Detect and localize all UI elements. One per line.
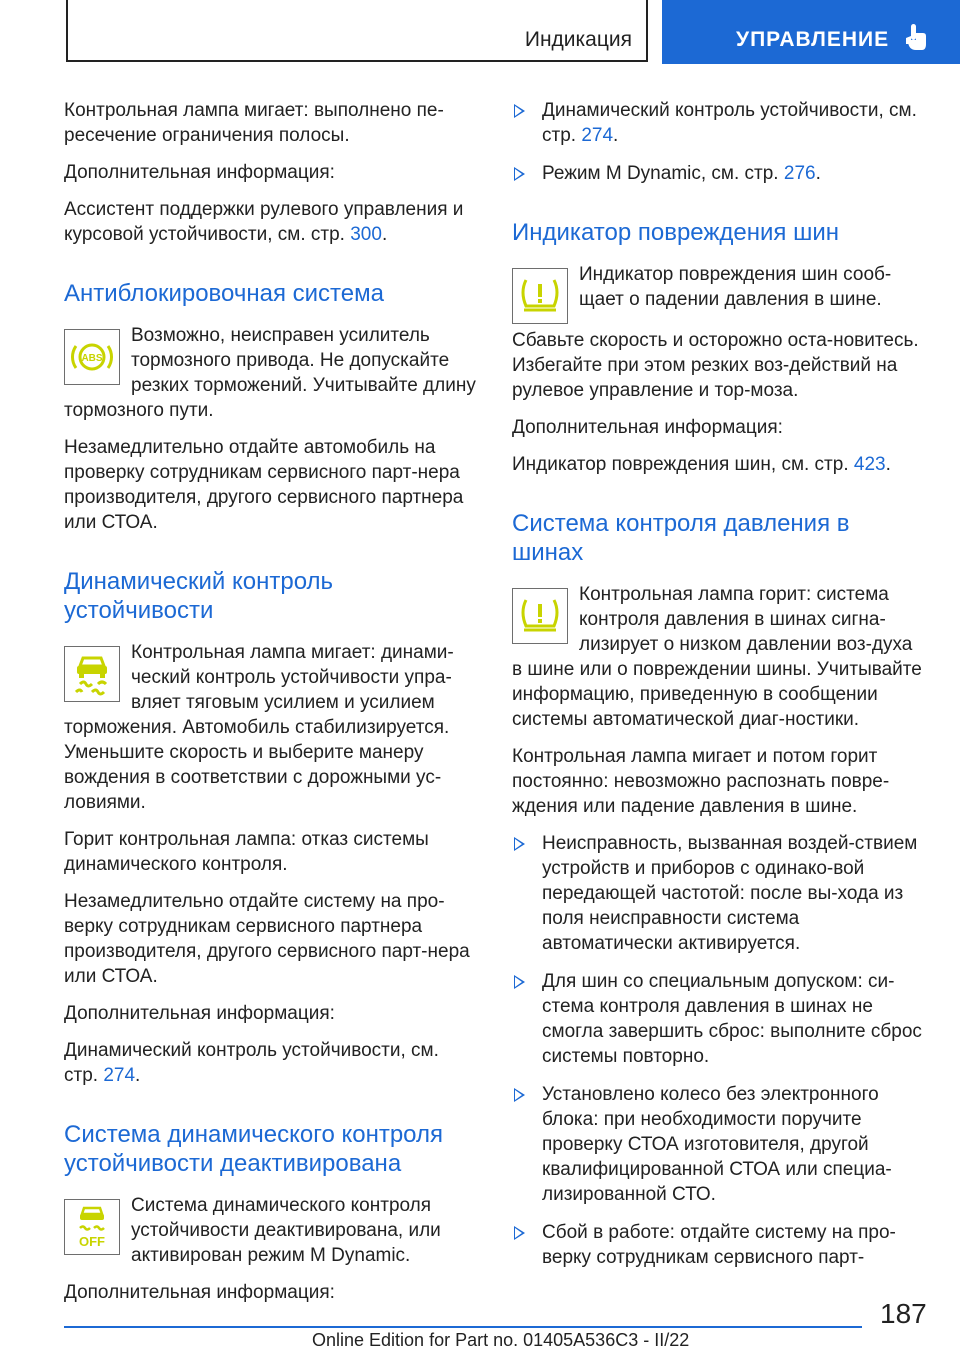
list-item: Динамический контроль устойчивости, см. стр. 274.: [512, 98, 926, 148]
paragraph: Незамедлительно отдайте систему на про-верку сотрудникам сервисного партнера производителя, другого сервисного парт-нера или СТОА.: [64, 891, 470, 987]
section-heading-dsc: Динамический контроль устойчивости: [64, 568, 334, 624]
page-number: 187: [880, 1298, 927, 1329]
paragraph-text: Ассистент поддержки рулевого управления и курсовой устойчивости, см. стр.: [64, 199, 464, 245]
page-link[interactable]: 274: [581, 125, 614, 146]
paragraph-text: Индикатор повреждения шин, см. стр.: [512, 454, 854, 475]
paragraph: Контрольная лампа горит: система контроля давления в шинах сигна-лизирует о низком давлении воз-духа в шине или о повреждении шины. Учитывайте информацию, приведенную в сообщении системы автоматической диаг-ностики.: [512, 584, 922, 730]
paragraph: Дополнительная информация:: [64, 1282, 335, 1303]
section-heading-tpms: Система контроля давления в шинах: [512, 510, 850, 566]
paragraph: Сбавьте скорость и осторожно оста-новитесь. Избегайте при этом резких воз-действий на рулевое управление и тор-моза.: [512, 330, 919, 401]
flat-tire-section: [512, 262, 926, 328]
list-item: Для шин со специальным допуском: си-стема контроля давления в шинах не смогла завершить сброс: выполните сброс системы повторно.: [512, 969, 926, 1069]
paragraph: Незамедлительно отдайте автомобиль на проверку сотрудникам сервисного парт-нера производителя, другого сервисного партнера или СТОА.: [64, 437, 464, 533]
paragraph: Горит контрольная лампа: отказ системы динамического контроля.: [64, 829, 429, 875]
section-heading-dsc-off: Система динамического контроля устойчивости деактивирована: [64, 1121, 443, 1177]
paragraph: Система динамического контроля устойчивости деактивирована, или активирован режим M Dynamic.: [131, 1195, 441, 1266]
paragraph: Контрольная лампа мигает и потом горит постоянно: невозможно распознать повре-ждения или падение давления в шине.: [512, 746, 890, 817]
paragraph: Дополнительная информация:: [64, 162, 335, 183]
triangle-bullet-icon: [514, 1226, 525, 1240]
section-heading-abs: Антиблокировочная система: [64, 280, 384, 307]
reference-list: [512, 98, 926, 186]
triangle-bullet-icon: [514, 104, 525, 118]
paragraph: Дополнительная информация:: [512, 417, 783, 438]
paragraph-text: Динамический контроль устойчивости, см. стр.: [64, 1040, 439, 1086]
dsc-off-section: [64, 1193, 478, 1280]
paragraph: Контрольная лампа мигает: динами-ческий контроль устойчивости упра-вляет тяговым усилием и усилием торможения. Автомобиль стабилизируется. Уменьшите скорость и выберите манеру вождения в соответствии с дорожными ус-ловиями.: [64, 642, 454, 813]
list-item: Режим M Dynamic, см. стр. 276.: [512, 161, 926, 186]
page-header: [0, 0, 960, 66]
chapter-tab[interactable]: [66, 0, 648, 62]
footer-divider: [64, 1326, 862, 1328]
paragraph: Ассистент поддержки рулевого управления и курсовой устойчивости, см. стр. 300.: [64, 199, 464, 245]
svg-text:ABS: ABS: [81, 353, 103, 364]
tire-pressure-warning-icon: [512, 268, 568, 324]
footer-edition: Online Edition for Part no. 01405A536C3 - II/22: [312, 1330, 690, 1350]
paragraph: Контрольная лампа мигает: выполнено пе-ресечение ограничения полосы.: [64, 100, 444, 146]
skidding-car-icon: [64, 646, 120, 702]
section-tab[interactable]: [662, 0, 960, 64]
paragraph: Возможно, неисправен усилитель тормозного привода. Не допускайте резких торможений. Учитывайте длину тормозного пути.: [64, 325, 476, 421]
page-link[interactable]: 300: [350, 224, 382, 245]
paragraph: Динамический контроль устойчивости, см. стр. 274.: [64, 1040, 439, 1086]
list-item: Сбой в работе: отдайте систему на про-верку сотрудникам сервисного парт-: [512, 1220, 926, 1270]
left-column: [64, 98, 478, 1317]
tpms-warning-icon: [512, 588, 568, 644]
triangle-bullet-icon: [514, 975, 525, 989]
list-item: Установлено колесо без электронного блока: при необходимости поручите проверку СТОА изготовителя, другой квалифицированной СТОА или специа-лизированной СТО.: [512, 1082, 926, 1207]
paragraph: Индикатор повреждения шин сооб-щает о падении давления в шине.: [579, 264, 892, 310]
dsc-off-icon: [64, 1199, 120, 1255]
chapter-tab-label: Индикация: [524, 28, 632, 51]
section-heading-flat-tire: Индикатор повреждения шин: [512, 219, 840, 246]
section-tab-label: УПРАВЛЕНИЕ: [736, 28, 890, 51]
dsc-section: [64, 640, 478, 827]
tpms-section: [512, 582, 926, 744]
triangle-bullet-icon: [514, 167, 525, 181]
paragraph: Дополнительная информация:: [64, 1003, 335, 1024]
page-link[interactable]: 423: [853, 454, 886, 475]
list-item: Неисправность, вызванная воздей-ствием устройств и приборов с одинако-вой передающей частотой: после вы-хода из поля неисправности система автоматически активируется.: [512, 831, 926, 956]
page-link[interactable]: 274: [103, 1065, 136, 1086]
tpms-list: [512, 831, 926, 1270]
abs-warning-icon: [64, 329, 120, 385]
paragraph: Индикатор повреждения шин, см. стр. 423.: [512, 454, 891, 475]
triangle-bullet-icon: [514, 837, 525, 851]
triangle-bullet-icon: [514, 1088, 525, 1102]
svg-text:OFF: OFF: [79, 1234, 105, 1249]
hand-pointer-icon: [902, 22, 928, 52]
abs-section: [64, 323, 478, 435]
right-column: [512, 98, 926, 1283]
page-link[interactable]: 276: [783, 163, 816, 184]
